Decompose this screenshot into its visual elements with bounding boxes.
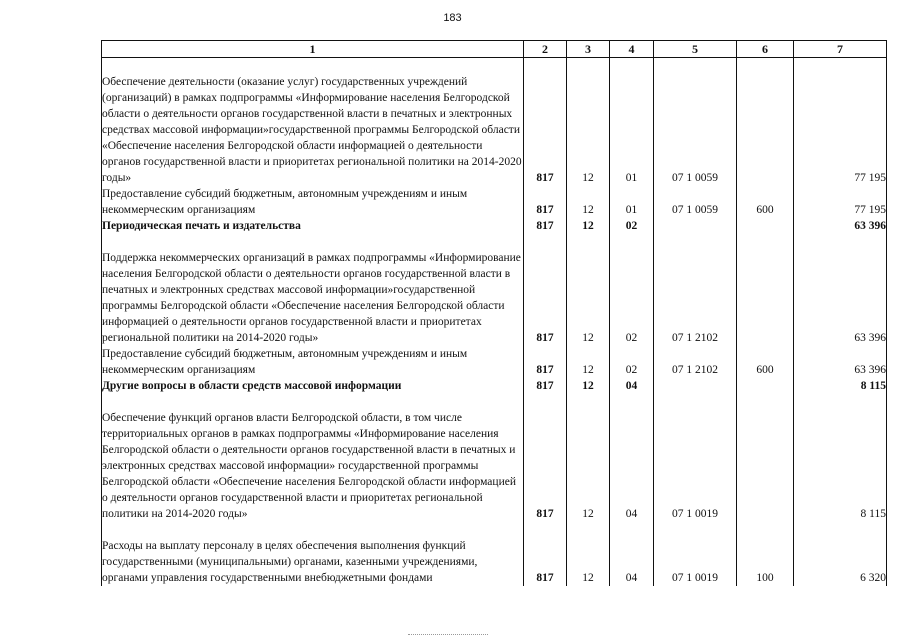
row-section: 12 — [567, 186, 610, 218]
table-row — [102, 186, 887, 218]
row-subsection: 02 — [610, 346, 654, 378]
table-row — [102, 394, 887, 522]
row-section: 12 — [567, 58, 610, 186]
row-expense-type: 600 — [737, 186, 794, 218]
table-row — [102, 522, 887, 586]
row-subsection: 04 — [610, 394, 654, 522]
header-col-2: 2 — [524, 41, 567, 58]
row-expense-type — [737, 234, 794, 346]
row-description: Расходы на выплату персоналу в целях обеспечения выполнения функций государственными (муниципальными) органами, казенными учреждениями, органами управления государственными внебюджетными фондами — [102, 522, 524, 586]
row-subsection: 04 — [610, 378, 654, 394]
header-row — [102, 41, 887, 58]
table-row — [102, 346, 887, 378]
row-subsection: 01 — [610, 58, 654, 186]
row-amount: 8 115 — [794, 394, 887, 522]
row-target-article: 07 1 0019 — [654, 522, 737, 586]
header-col-3: 3 — [567, 41, 610, 58]
header-col-7: 7 — [794, 41, 887, 58]
table-row — [102, 218, 887, 234]
row-target-article — [654, 378, 737, 394]
row-expense-type — [737, 394, 794, 522]
row-amount: 8 115 — [794, 378, 887, 394]
header-col-1: 1 — [102, 41, 524, 58]
row-expense-type — [737, 58, 794, 186]
row-target-article — [654, 218, 737, 234]
row-target-article: 07 1 2102 — [654, 346, 737, 378]
row-section: 12 — [567, 346, 610, 378]
row-amount: 6 320 — [794, 522, 887, 586]
row-section: 12 — [567, 234, 610, 346]
table-row — [102, 234, 887, 346]
row-amount: 77 195 — [794, 186, 887, 218]
row-subsection: 02 — [610, 234, 654, 346]
row-subsection: 04 — [610, 522, 654, 586]
row-expense-type: 100 — [737, 522, 794, 586]
table-row — [102, 58, 887, 186]
row-description: Другие вопросы в области средств массовой информации — [102, 378, 524, 394]
row-admin-code: 817 — [524, 522, 567, 586]
header-col-6: 6 — [737, 41, 794, 58]
row-amount: 63 396 — [794, 234, 887, 346]
row-expense-type — [737, 378, 794, 394]
row-amount: 77 195 — [794, 58, 887, 186]
row-section: 12 — [567, 378, 610, 394]
row-admin-code: 817 — [524, 218, 567, 234]
header-col-5: 5 — [654, 41, 737, 58]
row-description: Обеспечение деятельности (оказание услуг) государственных учреждений (организаций) в рамках подпрограммы «Информирование населения Белгородской области о деятельности органов государственной власти в печатных и электронных средствах массовой информации»государственной программы Белгородской области «Обеспечение населения Белгородской области информацией о деятельности органов государственной власти и приоритетах региональной политики на 2014-2020 годы» — [102, 58, 524, 186]
row-description: Обеспечение функций органов власти Белгородской области, в том числе территориальных органов в рамках подпрограммы «Информирование населения Белгородской области о деятельности органов государственной власти в печатных и электронных средствах массовой информации» государственной программы Белгородской области «Обеспечение населения Белгородской области информацией о деятельности органов государственной власти и приоритетах региональной политики на 2014-2020 годы» — [102, 394, 524, 522]
row-admin-code: 817 — [524, 378, 567, 394]
page-number: 183 — [443, 12, 462, 24]
row-section: 12 — [567, 218, 610, 234]
row-admin-code: 817 — [524, 58, 567, 186]
table-row — [102, 378, 887, 394]
row-admin-code: 817 — [524, 234, 567, 346]
row-description: Поддержка некоммерческих организаций в рамках подпрограммы «Информирование населения Белгородской области о деятельности органов государственной власти в печатных и электронных средствах массовой информации»государственной программы Белгородской области «Обеспечение населения Белгородской области информацией о деятельности органов государственной власти и приоритетах региональной политики на 2014-2020 годы» — [102, 234, 524, 346]
row-section: 12 — [567, 522, 610, 586]
row-description: Периодическая печать и издательства — [102, 218, 524, 234]
row-subsection: 01 — [610, 186, 654, 218]
row-admin-code: 817 — [524, 394, 567, 522]
row-amount: 63 396 — [794, 346, 887, 378]
row-expense-type: 600 — [737, 346, 794, 378]
row-amount: 63 396 — [794, 218, 887, 234]
row-target-article: 07 1 0059 — [654, 58, 737, 186]
row-target-article: 07 1 0019 — [654, 394, 737, 522]
row-admin-code: 817 — [524, 186, 567, 218]
row-target-article: 07 1 0059 — [654, 186, 737, 218]
header-col-4: 4 — [610, 41, 654, 58]
row-admin-code: 817 — [524, 346, 567, 378]
row-expense-type — [737, 218, 794, 234]
row-target-article: 07 1 2102 — [654, 234, 737, 346]
row-subsection: 02 — [610, 218, 654, 234]
row-description: Предоставление субсидий бюджетным, автономным учреждениям и иным некоммерческим организациям — [102, 186, 524, 218]
scan-artifact — [408, 634, 488, 637]
row-description: Предоставление субсидий бюджетным, автономным учреждениям и иным некоммерческим организациям — [102, 346, 524, 378]
row-section: 12 — [567, 394, 610, 522]
budget-table — [101, 40, 887, 586]
